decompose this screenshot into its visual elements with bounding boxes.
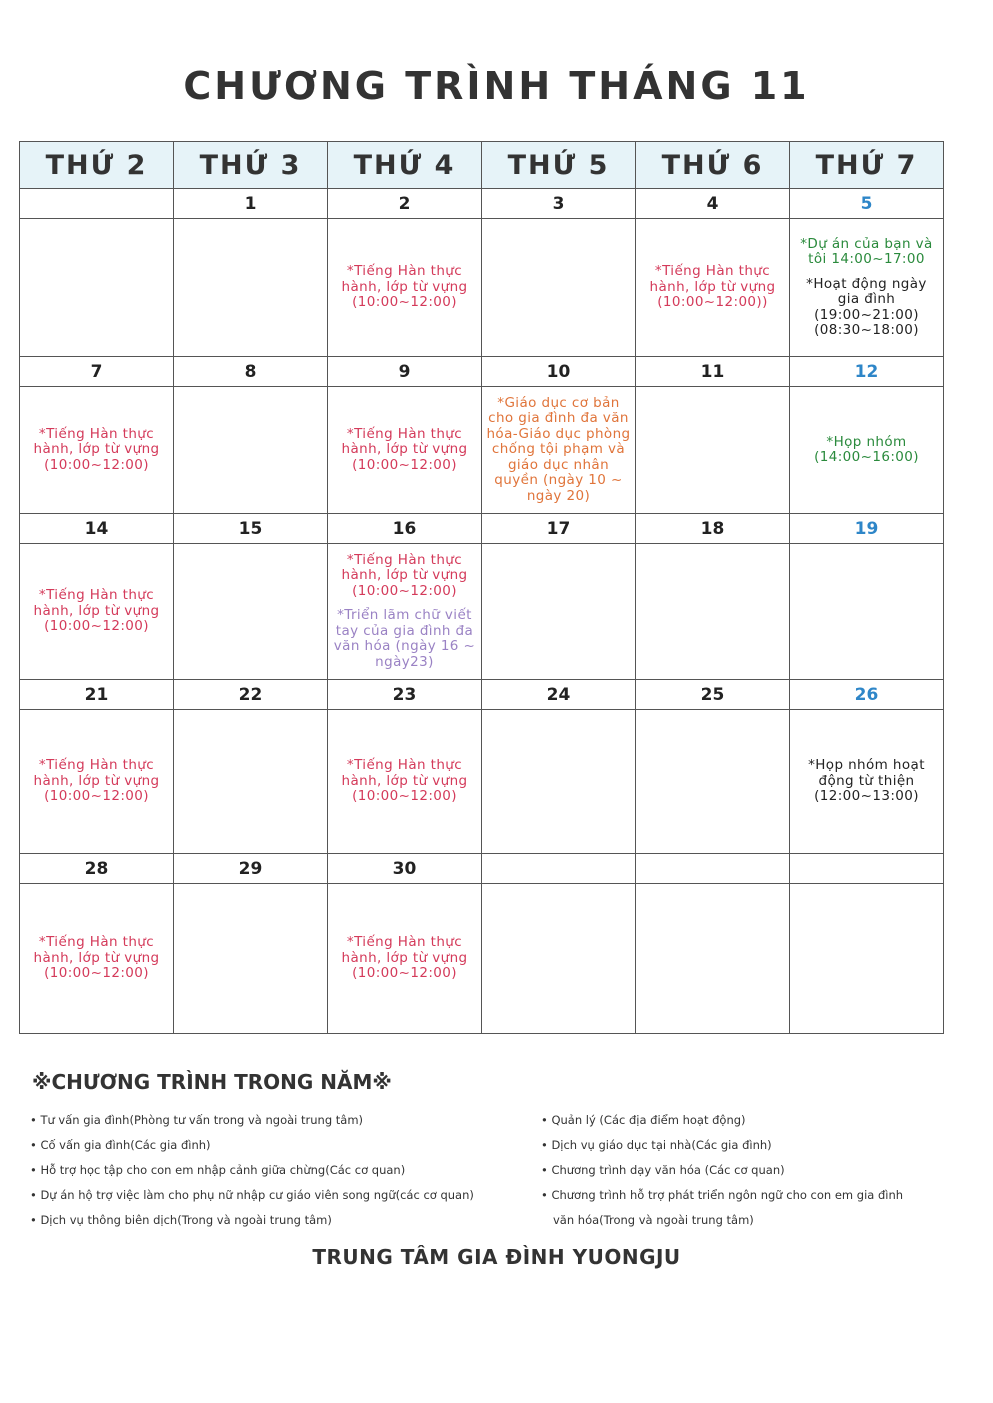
year-program-item: • Cố vấn gia đình(Các gia đình) [30, 1138, 211, 1152]
year-program-left-list [30, 1113, 474, 1238]
date-number [790, 854, 944, 884]
event-item: *Tiếng Hàn thực hành, lớp từ vựng (10:00~12:00)) [649, 263, 776, 311]
event-item: *Hoạt động ngày gia đình (19:00~21:00) (08:30~18:00) [806, 275, 927, 338]
date-number: 29 [174, 854, 328, 884]
date-number: 22 [174, 680, 328, 710]
year-program-item: • Hỗ trợ học tập cho con em nhập cảnh giữa chừng(Các cơ quan) [30, 1163, 406, 1177]
page-title: CHƯƠNG TRÌNH THÁNG 11 [183, 64, 810, 108]
day-cell [790, 884, 944, 1034]
date-number: 12 [790, 357, 944, 387]
day-cell [328, 884, 482, 1034]
year-program-item: • Dự án hộ trợ việc làm cho phụ nữ nhập cư giáo viên song ngữ(các cơ quan) [30, 1188, 474, 1202]
date-number: 3 [482, 189, 636, 219]
date-number: 2 [328, 189, 482, 219]
date-number: 18 [636, 514, 790, 544]
events-row [20, 387, 944, 514]
date-number: 24 [482, 680, 636, 710]
weekday-header-row [20, 142, 944, 189]
date-row [20, 357, 944, 387]
date-number: 16 [328, 514, 482, 544]
date-number: 21 [20, 680, 174, 710]
date-number: 4 [636, 189, 790, 219]
day-cell [20, 219, 174, 357]
date-number: 10 [482, 357, 636, 387]
event-item: *Tiếng Hàn thực hành, lớp từ vựng (10:00~12:00) [33, 934, 160, 982]
day-cell [20, 544, 174, 680]
date-number: 23 [328, 680, 482, 710]
year-program-item: • Dịch vụ thông biên dịch(Trong và ngoài trung tâm) [30, 1213, 332, 1227]
calendar-body [20, 189, 944, 1034]
date-number: 15 [174, 514, 328, 544]
date-number: 8 [174, 357, 328, 387]
date-number [20, 189, 174, 219]
events-row [20, 544, 944, 680]
event-item: *Tiếng Hàn thực hành, lớp từ vựng (10:00~12:00) [341, 934, 468, 982]
date-row [20, 514, 944, 544]
event-item: *Triển lãm chữ viết tay của gia đình đa văn hóa (ngày 16 ~ ngày23) [333, 607, 476, 670]
date-row [20, 680, 944, 710]
date-row [20, 189, 944, 219]
day-cell [636, 387, 790, 514]
year-program-item: • Dịch vụ giáo dục tại nhà(Các gia đình) [541, 1138, 772, 1152]
day-cell [174, 884, 328, 1034]
weekday-header: THỨ 3 [174, 142, 328, 189]
date-number [482, 854, 636, 884]
event-item: *Tiếng Hàn thực hành, lớp từ vựng (10:00~12:00) [33, 757, 160, 805]
weekday-header: THỨ 7 [790, 142, 944, 189]
event-item: *Tiếng Hàn thực hành, lớp từ vựng (10:00~12:00) [33, 587, 160, 635]
events-row [20, 710, 944, 854]
event-item: *Giáo dục cơ bản cho gia đình đa văn hóa-Giáo dục phòng chống tội phạm và giáo dục nhân quyền (ngày 10 ~ ngày 20) [486, 394, 631, 504]
day-cell [790, 710, 944, 854]
center-name: TRUNG TÂM GIA ĐÌNH YUONGJU [312, 1245, 681, 1269]
year-program-item: • Quản lý (Các địa điểm hoạt động) [541, 1113, 746, 1127]
date-number: 25 [636, 680, 790, 710]
day-cell [636, 884, 790, 1034]
date-row [20, 854, 944, 884]
day-cell [174, 387, 328, 514]
year-program-item: • Chương trình dạy văn hóa (Các cơ quan) [541, 1163, 785, 1177]
date-number: 14 [20, 514, 174, 544]
day-cell [636, 544, 790, 680]
day-cell [328, 219, 482, 357]
date-number: 26 [790, 680, 944, 710]
day-cell [482, 387, 636, 514]
day-cell [174, 544, 328, 680]
day-cell [482, 710, 636, 854]
date-number: 19 [790, 514, 944, 544]
calendar-table [19, 141, 944, 1034]
date-number [636, 854, 790, 884]
event-item: *Họp nhóm (14:00~16:00) [814, 433, 919, 465]
event-item: *Tiếng Hàn thực hành, lớp từ vựng (10:00~12:00) [341, 757, 468, 805]
date-number: 11 [636, 357, 790, 387]
weekday-header: THỨ 5 [482, 142, 636, 189]
day-cell [328, 544, 482, 680]
day-cell [482, 544, 636, 680]
day-cell [482, 219, 636, 357]
weekday-header: THỨ 2 [20, 142, 174, 189]
event-item: *Tiếng Hàn thực hành, lớp từ vựng (10:00~12:00) [341, 551, 468, 599]
event-item: *Tiếng Hàn thực hành, lớp từ vựng (10:00~12:00) [341, 425, 468, 473]
day-cell [20, 710, 174, 854]
event-item: *Dự án của bạn và tôi 14:00~17:00 [800, 235, 933, 267]
day-cell [174, 710, 328, 854]
day-cell [20, 884, 174, 1034]
day-cell [482, 884, 636, 1034]
day-cell [328, 387, 482, 514]
events-row [20, 219, 944, 357]
event-item: *Tiếng Hàn thực hành, lớp từ vựng (10:00~12:00) [341, 263, 468, 311]
year-program-right-list [541, 1113, 903, 1238]
day-cell [328, 710, 482, 854]
year-program-title: ※CHƯƠNG TRÌNH TRONG NĂM※ [32, 1070, 392, 1094]
day-cell [790, 219, 944, 357]
weekday-header: THỨ 6 [636, 142, 790, 189]
date-number: 1 [174, 189, 328, 219]
date-number: 17 [482, 514, 636, 544]
day-cell [174, 219, 328, 357]
events-row [20, 884, 944, 1034]
weekday-header: THỨ 4 [328, 142, 482, 189]
date-number: 28 [20, 854, 174, 884]
event-item: *Họp nhóm hoạt động từ thiện (12:00~13:00) [808, 757, 925, 805]
date-number: 5 [790, 189, 944, 219]
year-program-item: • Tư vấn gia đình(Phòng tư vấn trong và ngoài trung tâm) [30, 1113, 364, 1127]
year-program-item: văn hóa(Trong và ngoài trung tâm) [553, 1213, 754, 1227]
day-cell [20, 387, 174, 514]
day-cell [790, 544, 944, 680]
year-program-item: • Chương trình hỗ trợ phát triển ngôn ngữ cho con em gia đình [541, 1188, 904, 1202]
event-item: *Tiếng Hàn thực hành, lớp từ vựng (10:00~12:00) [33, 425, 160, 473]
day-cell [636, 219, 790, 357]
date-number: 9 [328, 357, 482, 387]
day-cell [636, 710, 790, 854]
date-number: 30 [328, 854, 482, 884]
date-number: 7 [20, 357, 174, 387]
day-cell [790, 387, 944, 514]
